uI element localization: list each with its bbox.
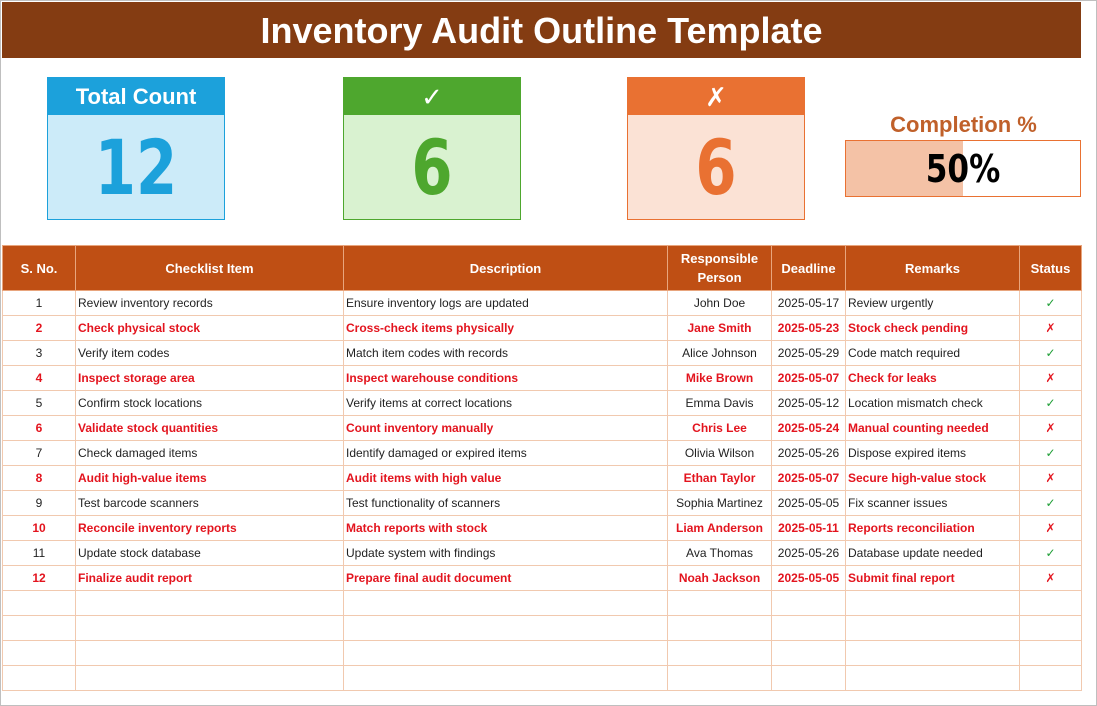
empty-cell[interactable] [76, 616, 344, 641]
row-description[interactable]: Identify damaged or expired items [344, 441, 668, 466]
empty-cell[interactable] [772, 666, 846, 691]
row-responsible-person[interactable]: Olivia Wilson [668, 441, 772, 466]
row-deadline[interactable]: 2025-05-26 [772, 441, 846, 466]
row-deadline[interactable]: 2025-05-26 [772, 541, 846, 566]
row-number[interactable]: 1 [3, 291, 76, 316]
empty-cell[interactable] [846, 616, 1020, 641]
empty-cell[interactable] [1020, 591, 1082, 616]
empty-cell[interactable] [1020, 616, 1082, 641]
row-description[interactable]: Match item codes with records [344, 341, 668, 366]
row-deadline[interactable]: 2025-05-07 [772, 366, 846, 391]
row-responsible-person[interactable]: Noah Jackson [668, 566, 772, 591]
row-number[interactable]: 11 [3, 541, 76, 566]
page-title: Inventory Audit Outline Template [2, 2, 1081, 58]
empty-cell[interactable] [1020, 641, 1082, 666]
empty-cell[interactable] [344, 666, 668, 691]
check-icon: ✓ [344, 78, 520, 115]
table-row [3, 466, 1082, 491]
row-status-icon[interactable]: ✗ [1020, 316, 1082, 341]
row-number[interactable]: 6 [3, 416, 76, 441]
table-row [3, 441, 1082, 466]
row-responsible-person[interactable]: Mike Brown [668, 366, 772, 391]
row-number[interactable]: 9 [3, 491, 76, 516]
row-responsible-person[interactable]: Alice Johnson [668, 341, 772, 366]
row-number[interactable]: 5 [3, 391, 76, 416]
empty-cell[interactable] [344, 641, 668, 666]
empty-cell[interactable] [3, 591, 76, 616]
empty-cell[interactable] [668, 616, 772, 641]
row-number[interactable]: 8 [3, 466, 76, 491]
row-remarks[interactable]: Submit final report [846, 566, 1020, 591]
empty-cell[interactable] [3, 641, 76, 666]
table-row [3, 491, 1082, 516]
completed-count-value: 6 [411, 123, 453, 212]
row-number[interactable]: 2 [3, 316, 76, 341]
row-remarks[interactable]: Manual counting needed [846, 416, 1020, 441]
empty-table-row [3, 616, 1082, 641]
row-responsible-person[interactable]: Jane Smith [668, 316, 772, 341]
row-status-icon[interactable]: ✗ [1020, 466, 1082, 491]
row-checklist-item[interactable]: Check physical stock [76, 316, 344, 341]
completion-label: Completion % [890, 112, 1037, 137]
row-remarks[interactable]: Review urgently [846, 291, 1020, 316]
row-checklist-item[interactable]: Reconcile inventory reports [76, 516, 344, 541]
completed-count-card [343, 77, 521, 220]
header-description[interactable]: Description [344, 246, 668, 291]
empty-cell[interactable] [668, 666, 772, 691]
row-description[interactable]: Audit items with high value [344, 466, 668, 491]
completion-progress-bar [845, 140, 1081, 197]
row-responsible-person[interactable]: John Doe [668, 291, 772, 316]
table-header-row [3, 246, 1082, 291]
row-checklist-item[interactable]: Update stock database [76, 541, 344, 566]
row-number[interactable]: 10 [3, 516, 76, 541]
row-responsible-person[interactable]: Chris Lee [668, 416, 772, 441]
table-row [3, 316, 1082, 341]
row-status-icon[interactable]: ✓ [1020, 391, 1082, 416]
row-number[interactable]: 7 [3, 441, 76, 466]
header-status[interactable]: Status [1020, 246, 1082, 291]
row-status-icon[interactable]: ✓ [1020, 441, 1082, 466]
row-number[interactable]: 4 [3, 366, 76, 391]
row-status-icon[interactable]: ✓ [1020, 541, 1082, 566]
table-row [3, 341, 1082, 366]
total-count-value: 12 [94, 123, 178, 212]
empty-table-row [3, 591, 1082, 616]
empty-cell[interactable] [772, 591, 846, 616]
header-deadline[interactable]: Deadline [772, 246, 846, 291]
empty-cell[interactable] [76, 641, 344, 666]
row-remarks[interactable]: Database update needed [846, 541, 1020, 566]
row-status-icon[interactable]: ✓ [1020, 341, 1082, 366]
row-status-icon[interactable]: ✗ [1020, 566, 1082, 591]
row-remarks[interactable]: Reports reconciliation [846, 516, 1020, 541]
row-description[interactable]: Verify items at correct locations [344, 391, 668, 416]
row-checklist-item[interactable]: Audit high-value items [76, 466, 344, 491]
cross-icon: ✗ [628, 78, 804, 115]
header-responsible-person[interactable]: Responsible Person [668, 246, 772, 291]
row-remarks[interactable]: Fix scanner issues [846, 491, 1020, 516]
pending-count-value: 6 [695, 123, 737, 212]
empty-cell[interactable] [846, 591, 1020, 616]
empty-cell[interactable] [846, 641, 1020, 666]
empty-cell[interactable] [3, 616, 76, 641]
empty-cell[interactable] [3, 666, 76, 691]
row-checklist-item[interactable]: Review inventory records [76, 291, 344, 316]
empty-cell[interactable] [668, 591, 772, 616]
empty-cell[interactable] [772, 641, 846, 666]
empty-cell[interactable] [76, 666, 344, 691]
row-deadline[interactable]: 2025-05-05 [772, 566, 846, 591]
completion-value: 50% [925, 147, 1001, 191]
row-remarks[interactable]: Stock check pending [846, 316, 1020, 341]
row-checklist-item[interactable]: Validate stock quantities [76, 416, 344, 441]
empty-table-row [3, 666, 1082, 691]
table-row [3, 566, 1082, 591]
row-responsible-person[interactable]: Ethan Taylor [668, 466, 772, 491]
row-responsible-person[interactable]: Emma Davis [668, 391, 772, 416]
row-deadline[interactable]: 2025-05-29 [772, 341, 846, 366]
table-row [3, 541, 1082, 566]
header-sno[interactable]: S. No. [3, 246, 76, 291]
header-remarks[interactable]: Remarks [846, 246, 1020, 291]
empty-table-row [3, 641, 1082, 666]
row-number[interactable]: 3 [3, 341, 76, 366]
row-status-icon[interactable]: ✗ [1020, 516, 1082, 541]
row-remarks[interactable]: Secure high-value stock [846, 466, 1020, 491]
row-deadline[interactable]: 2025-05-07 [772, 466, 846, 491]
total-count-label: Total Count [48, 78, 224, 115]
row-deadline[interactable]: 2025-05-24 [772, 416, 846, 441]
pending-count-card [627, 77, 805, 220]
header-checklist-item[interactable]: Checklist Item [76, 246, 344, 291]
table-row [3, 416, 1082, 441]
row-number[interactable]: 12 [3, 566, 76, 591]
empty-cell[interactable] [76, 591, 344, 616]
row-status-icon[interactable]: ✓ [1020, 291, 1082, 316]
table-row [3, 391, 1082, 416]
row-deadline[interactable]: 2025-05-23 [772, 316, 846, 341]
table-row [3, 291, 1082, 316]
row-description[interactable]: Match reports with stock [344, 516, 668, 541]
row-checklist-item[interactable]: Inspect storage area [76, 366, 344, 391]
empty-cell[interactable] [344, 616, 668, 641]
row-responsible-person[interactable]: Sophia Martinez [668, 491, 772, 516]
row-checklist-item[interactable]: Finalize audit report [76, 566, 344, 591]
row-checklist-item[interactable]: Confirm stock locations [76, 391, 344, 416]
row-checklist-item[interactable]: Check damaged items [76, 441, 344, 466]
table-body [3, 291, 1082, 691]
row-deadline[interactable]: 2025-05-17 [772, 291, 846, 316]
row-deadline[interactable]: 2025-05-05 [772, 491, 846, 516]
row-description[interactable]: Cross-check items physically [344, 316, 668, 341]
row-description[interactable]: Ensure inventory logs are updated [344, 291, 668, 316]
row-remarks[interactable]: Check for leaks [846, 366, 1020, 391]
row-description[interactable]: Prepare final audit document [344, 566, 668, 591]
row-deadline[interactable]: 2025-05-11 [772, 516, 846, 541]
row-checklist-item[interactable]: Test barcode scanners [76, 491, 344, 516]
row-description[interactable]: Update system with findings [344, 541, 668, 566]
empty-cell[interactable] [772, 616, 846, 641]
row-responsible-person[interactable]: Ava Thomas [668, 541, 772, 566]
row-status-icon[interactable]: ✓ [1020, 491, 1082, 516]
row-remarks[interactable]: Location mismatch check [846, 391, 1020, 416]
row-status-icon[interactable]: ✗ [1020, 416, 1082, 441]
row-deadline[interactable]: 2025-05-12 [772, 391, 846, 416]
checklist-table [2, 245, 1082, 691]
row-description[interactable]: Count inventory manually [344, 416, 668, 441]
empty-cell[interactable] [1020, 666, 1082, 691]
row-remarks[interactable]: Dispose expired items [846, 441, 1020, 466]
row-description[interactable]: Inspect warehouse conditions [344, 366, 668, 391]
row-description[interactable]: Test functionality of scanners [344, 491, 668, 516]
table-row [3, 366, 1082, 391]
row-status-icon[interactable]: ✗ [1020, 366, 1082, 391]
total-count-card [47, 77, 225, 220]
table-row [3, 516, 1082, 541]
row-checklist-item[interactable]: Verify item codes [76, 341, 344, 366]
empty-cell[interactable] [846, 666, 1020, 691]
empty-cell[interactable] [344, 591, 668, 616]
row-remarks[interactable]: Code match required [846, 341, 1020, 366]
row-responsible-person[interactable]: Liam Anderson [668, 516, 772, 541]
empty-cell[interactable] [668, 641, 772, 666]
